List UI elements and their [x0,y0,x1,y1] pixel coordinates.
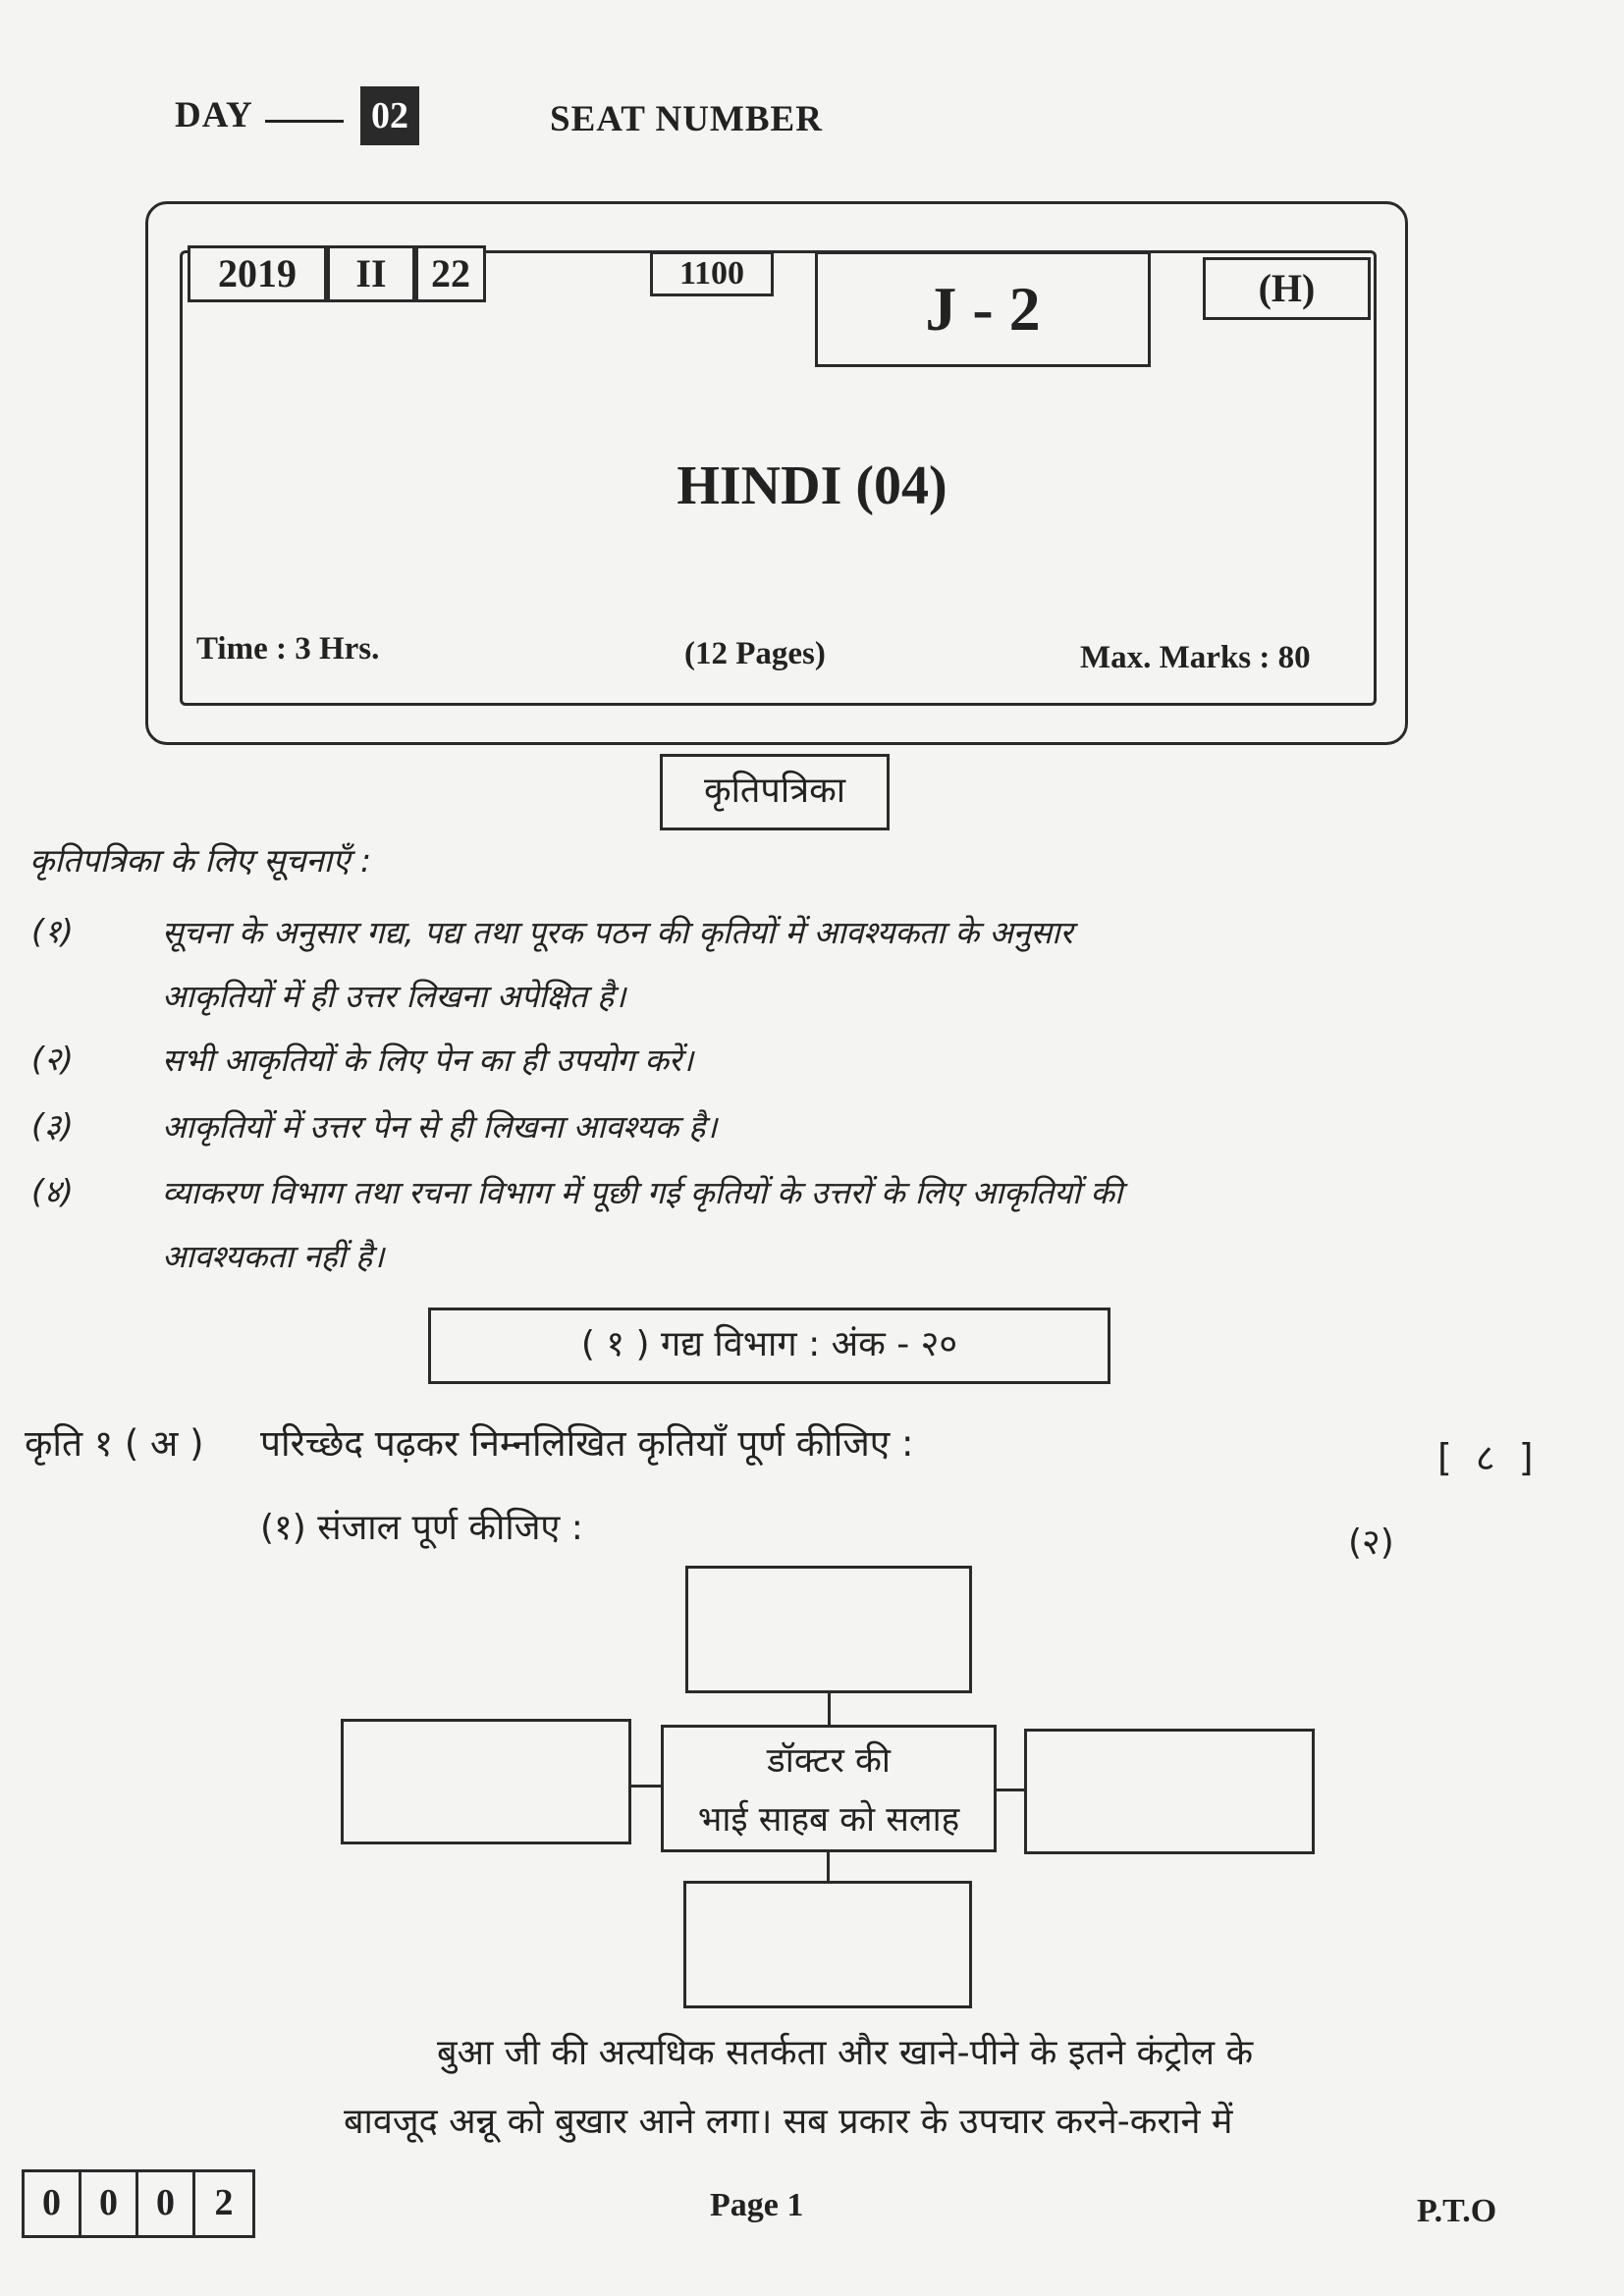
web-answer-box-top[interactable] [685,1566,972,1693]
instructions-title: कृतिपत्रिका के लिए सूचनाएँ : [29,841,372,880]
passage-line: बुआ जी की अत्यधिक सतर्कता और खाने-पीने के इतने कंट्रोल के [437,2033,1254,2073]
sub-question-label: (१) संजाल पूर्ण कीजिए : [260,1508,583,1548]
instruction-text: सूचना के अनुसार गद्य, पद्य तथा पूरक पठन की कृतियों में आवश्यकता के अनुसार [162,914,1073,951]
instruction-text: सभी आकृतियों के लिए पेन का ही उपयोग करें। [162,1041,694,1079]
pages-label: (12 Pages) [684,636,826,671]
day-number: 02 [360,86,419,145]
code-digit: 0 [25,2172,81,2235]
question-text: परिच्छेद पढ़कर निम्नलिखित कृतियाँ पूर्ण कीजिए : [260,1422,914,1465]
code-digit: 0 [81,2172,138,2235]
code-digit: 2 [214,2182,234,2223]
instruction-text: व्याकरण विभाग तथा रचना विभाग में पूछी गई कृतियों के उत्तरों के लिए आकृतियों की [162,1174,1123,1211]
please-turn-over: P.T.O [1417,2193,1497,2229]
paper-medium: (H) [1203,257,1371,320]
paper-code-1100: 1100 [650,251,774,296]
web-center-line2: भाई साहब को सलाह [697,1800,960,1840]
page-number: Page 1 [710,2187,804,2223]
subject-title: HINDI (04) [677,455,947,516]
web-center-line1: डॉक्टर की [767,1741,891,1781]
connector-line [827,1851,830,1882]
instruction-number: (३) [31,1106,74,1145]
paper-year: 2019 [188,245,327,302]
web-center-box [661,1725,997,1852]
sub-question-marks: (२) [1348,1522,1394,1563]
connector-line [828,1692,831,1726]
connector-line [630,1785,662,1788]
question-label: कृति १ ( अ ) [25,1422,204,1465]
connector-line [996,1789,1025,1791]
seat-number-label: SEAT NUMBER [550,99,823,139]
paper-code-22: 22 [415,245,486,302]
passage-line: बावजूद अन्नू को बुखार आने लगा। सब प्रकार के उपचार करने-कराने में [344,2102,1233,2142]
activity-sheet-heading: कृतिपत्रिका [660,754,890,830]
instruction-text: आकृतियों में उत्तर पेन से ही लिखना आवश्यक है। [162,1108,718,1146]
instruction-number: (१) [31,912,74,950]
time-label: Time : 3 Hrs. [196,631,380,667]
instruction-text: आवश्यकता नहीं है। [162,1238,385,1275]
paper-roman: II [327,245,415,302]
day-label: DAY [175,95,253,135]
page-code-boxes [22,2169,255,2238]
web-answer-box-bottom[interactable] [683,1881,972,2008]
web-answer-box-right[interactable] [1024,1729,1315,1854]
max-marks-label: Max. Marks : 80 [1080,640,1311,675]
section-heading: ( १ ) गद्य विभाग : अंक - २० [428,1308,1110,1384]
question-marks: [ ८ ] [1437,1436,1540,1479]
day-dash [265,120,344,123]
code-digit: 0 [138,2172,195,2235]
instruction-number: (२) [31,1040,74,1078]
web-answer-box-left[interactable] [341,1719,631,1844]
instruction-number: (४) [31,1172,74,1210]
paper-code: J - 2 [815,251,1151,367]
instruction-text: आकृतियों में ही उत्तर लिखना अपेक्षित है। [162,978,626,1015]
